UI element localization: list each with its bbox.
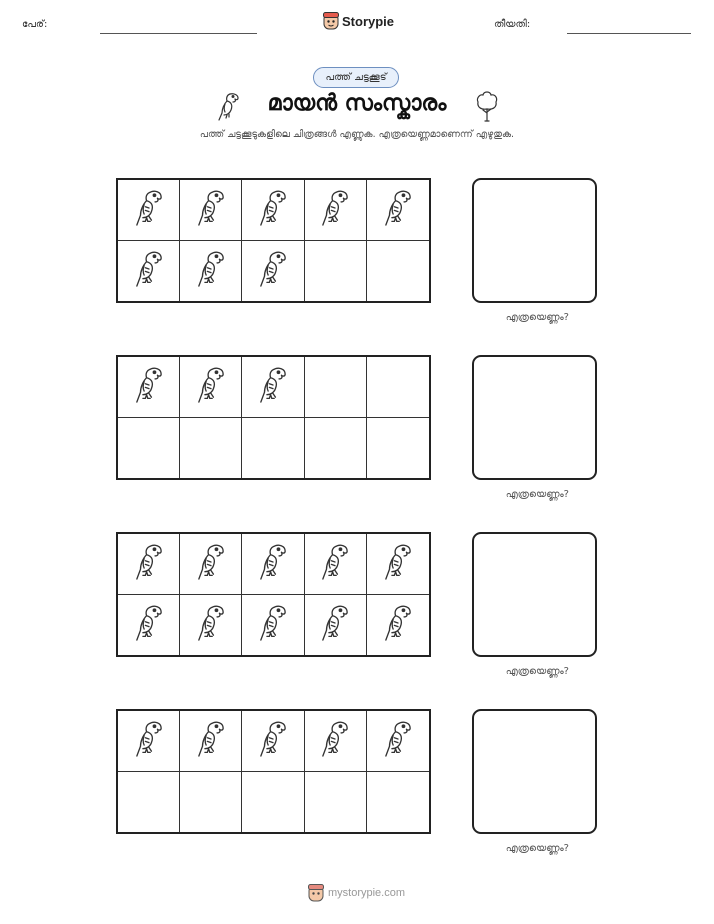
frame-cell bbox=[118, 418, 180, 479]
frame-cell bbox=[118, 357, 180, 418]
storypie-logo-icon bbox=[308, 884, 324, 902]
answer-box-2[interactable] bbox=[472, 355, 597, 480]
frame-cell bbox=[367, 357, 429, 418]
frame-cell bbox=[118, 534, 180, 595]
tree-icon bbox=[473, 89, 501, 123]
frame-cell bbox=[180, 595, 242, 656]
parrot-icon bbox=[194, 363, 228, 411]
frame-cell bbox=[305, 180, 367, 241]
parrot-icon bbox=[318, 601, 352, 649]
frame-cell bbox=[180, 357, 242, 418]
frame-cell bbox=[118, 772, 180, 833]
frame-cell bbox=[242, 180, 304, 241]
frame-cell bbox=[305, 595, 367, 656]
frame-cell bbox=[118, 595, 180, 656]
name-label: പേര്: bbox=[22, 19, 48, 30]
frame-cell bbox=[367, 241, 429, 302]
parrot-icon bbox=[256, 717, 290, 765]
ten-frame-4 bbox=[116, 709, 431, 834]
how-many-label-1: എത്രയെണ്ണം? bbox=[505, 312, 569, 323]
parrot-icon bbox=[194, 601, 228, 649]
date-label: തീയതി: bbox=[494, 19, 531, 30]
frame-cell bbox=[242, 772, 304, 833]
how-many-label-2: എത്രയെണ്ണം? bbox=[505, 489, 569, 500]
frame-cell bbox=[367, 180, 429, 241]
parrot-icon bbox=[256, 247, 290, 295]
frame-cell bbox=[242, 418, 304, 479]
frame-cell bbox=[118, 241, 180, 302]
frame-cell bbox=[367, 595, 429, 656]
frame-cell bbox=[367, 772, 429, 833]
frame-cell bbox=[242, 357, 304, 418]
instructions: പത്ത് ചട്ടക്കൂടുകളിലെ ചിത്രങ്ങൾ എണ്ണുക. എത്രയെണ്ണമാണെന്ന് എഴുതുക. bbox=[199, 129, 515, 140]
ten-frame-2 bbox=[116, 355, 431, 480]
frame-cell bbox=[180, 418, 242, 479]
frame-cell bbox=[305, 357, 367, 418]
frame-cell bbox=[242, 241, 304, 302]
parrot-icon bbox=[194, 247, 228, 295]
frame-cell bbox=[242, 711, 304, 772]
frame-cell bbox=[118, 180, 180, 241]
parrot-icon bbox=[194, 717, 228, 765]
frame-cell bbox=[180, 180, 242, 241]
answer-box-4[interactable] bbox=[472, 709, 597, 834]
footer-url: mystorypie.com bbox=[328, 887, 406, 899]
frame-cell bbox=[367, 418, 429, 479]
parrot-icon bbox=[381, 717, 415, 765]
parrot-icon bbox=[132, 717, 166, 765]
parrot-icon bbox=[194, 186, 228, 234]
frame-cell bbox=[305, 418, 367, 479]
frame-cell bbox=[305, 534, 367, 595]
answer-box-1[interactable] bbox=[472, 178, 597, 303]
parrot-icon bbox=[132, 601, 166, 649]
answer-box-3[interactable] bbox=[472, 532, 597, 657]
topic-badge: പത്ത് ചട്ടക്കൂട് bbox=[313, 67, 399, 88]
footer bbox=[308, 884, 405, 902]
parrot-icon bbox=[132, 540, 166, 588]
parrot-icon bbox=[132, 186, 166, 234]
how-many-label-3: എത്രയെണ്ണം? bbox=[505, 666, 569, 677]
frame-cell bbox=[118, 711, 180, 772]
parrot-icon bbox=[318, 717, 352, 765]
frame-cell bbox=[180, 772, 242, 833]
how-many-label-4: എത്രയെണ്ണം? bbox=[505, 843, 569, 854]
frame-cell bbox=[180, 534, 242, 595]
frame-cell bbox=[367, 711, 429, 772]
brand bbox=[323, 12, 394, 30]
parrot-icon bbox=[256, 540, 290, 588]
frame-cell bbox=[367, 534, 429, 595]
parrot-icon bbox=[256, 601, 290, 649]
parrot-icon bbox=[132, 363, 166, 411]
frame-cell bbox=[180, 711, 242, 772]
parrot-icon bbox=[381, 186, 415, 234]
parrot-icon bbox=[194, 540, 228, 588]
parrot-icon bbox=[381, 540, 415, 588]
frame-cell bbox=[305, 711, 367, 772]
frame-cell bbox=[242, 534, 304, 595]
ten-frame-1 bbox=[116, 178, 431, 303]
parrot-icon bbox=[256, 363, 290, 411]
storypie-logo-icon bbox=[323, 12, 339, 30]
name-field[interactable] bbox=[100, 33, 257, 34]
date-field[interactable] bbox=[567, 33, 691, 34]
frame-cell bbox=[180, 241, 242, 302]
frame-cell bbox=[305, 772, 367, 833]
brand-name: Storypie bbox=[342, 13, 395, 29]
parrot-icon bbox=[381, 601, 415, 649]
parrot-icon bbox=[214, 90, 242, 122]
page-title: മായൻ സംസ്കാരം bbox=[267, 91, 447, 116]
parrot-icon bbox=[318, 186, 352, 234]
frame-cell bbox=[242, 595, 304, 656]
ten-frame-3 bbox=[116, 532, 431, 657]
parrot-icon bbox=[132, 247, 166, 295]
parrot-icon bbox=[318, 540, 352, 588]
parrot-icon bbox=[256, 186, 290, 234]
frame-cell bbox=[305, 241, 367, 302]
